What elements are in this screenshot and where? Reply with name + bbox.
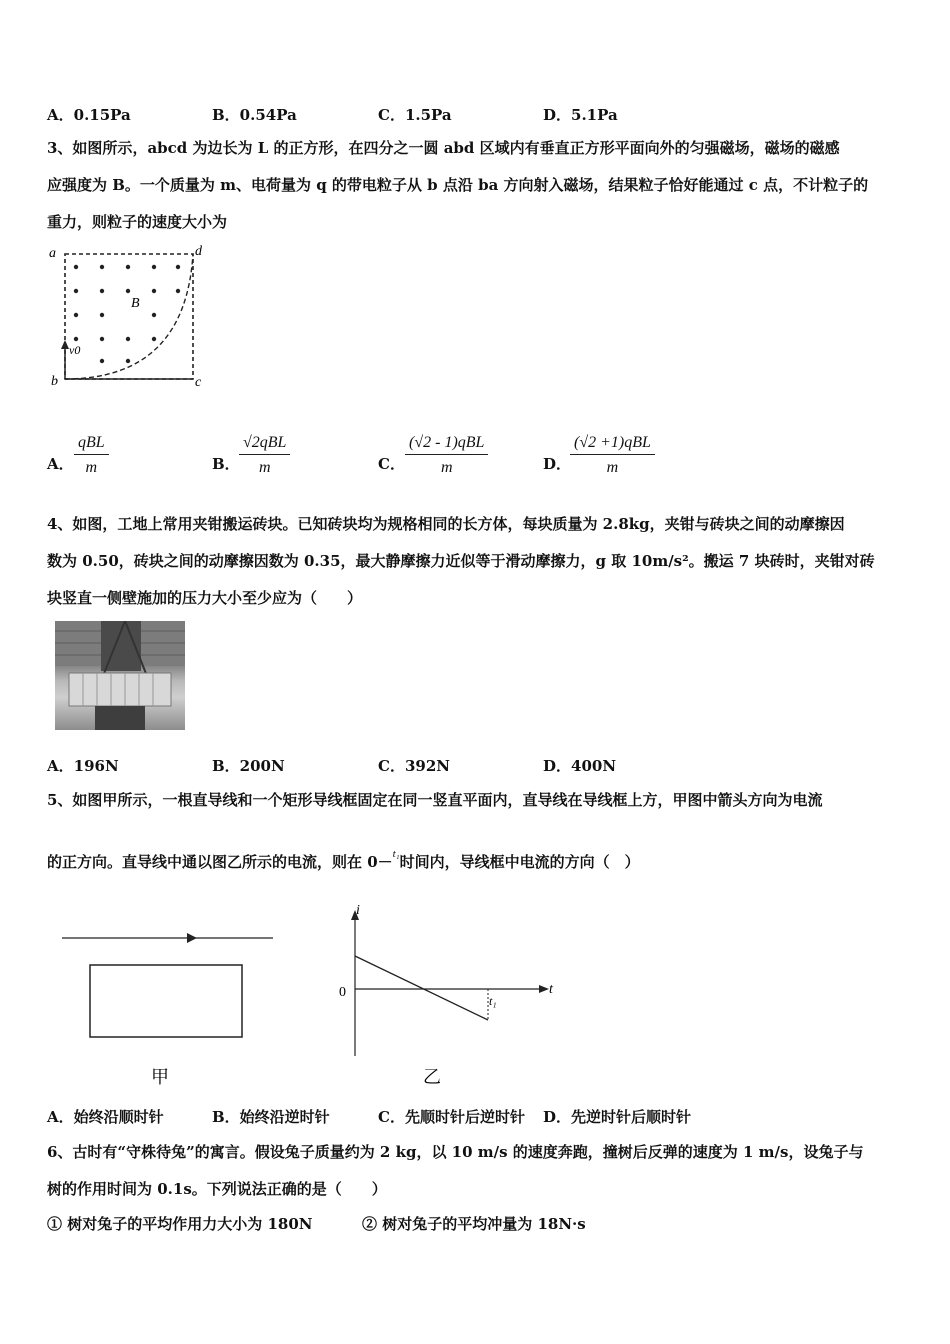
t1-label: t₁ [489, 994, 497, 1008]
label-v0: v0 [69, 343, 81, 357]
q3-figure [45, 240, 215, 395]
q4-option-a: A．196N [47, 757, 119, 775]
current-line [355, 956, 488, 1020]
q2-option-b: B．0.54Pa [212, 106, 297, 124]
denominator: m [606, 459, 619, 476]
numerator: √2qBL [239, 434, 290, 455]
q5-option-a: A．始终沿顺时针 [47, 1108, 164, 1126]
q6-line-1: 6、古时有“守株待兔”的寓言。假设兔子质量约为 2 kg，以 10 m/s 的速度奔跑，撞树后反弹的速度为 1 m/s，设兔子与 [47, 1143, 864, 1161]
numerator: (√2 +1)qBL [570, 434, 655, 455]
velocity-arrowhead [61, 340, 69, 349]
q3-line-2: 应强度为 B。一个质量为 m、电荷量为 q 的带电粒子从 b 点沿 ba 方向射入磁场，结果粒子恰好能通过 c 点，不计粒子的 [47, 176, 869, 194]
q2-option-a: A．0.15Pa [47, 106, 131, 124]
q3-line-1: 3、如图所示，abcd 为边长为 L 的正方形，在四分之一圆 abd 区域内有垂直正方形平面向外的匀强磁场，磁场的磁感 [47, 139, 840, 157]
q3-option-a-label: A． [47, 455, 74, 473]
t-axis-arrowhead [539, 985, 549, 993]
q5-option-c: C．先顺时针后逆时针 [378, 1108, 525, 1126]
brick-clamp-photo [55, 621, 185, 730]
q5-line-2 [47, 848, 640, 872]
fig-yi-label: 乙 [423, 1067, 441, 1087]
q4-line-3: 块竖直一侧壁施加的压力大小至少应为（ ） [47, 589, 363, 607]
label-field-b: B [131, 296, 140, 311]
q2-option-d: D．5.1Pa [543, 106, 618, 124]
numerator: qBL [74, 434, 109, 455]
photo-sketch [55, 621, 185, 730]
current-direction-arrow [187, 933, 197, 943]
q2-option-c: C．1.5Pa [378, 106, 452, 124]
label-d: d [195, 244, 202, 259]
q6-line-2: 树的作用时间为 0.1s。下列说法正确的是（ ） [47, 1180, 387, 1198]
q6-statement-1: ① 树对兔子的平均作用力大小为 180N [47, 1215, 313, 1233]
q3-option-b-fraction [239, 434, 290, 477]
q6-statement-2: ② 树对兔子的平均冲量为 18N·s [362, 1215, 586, 1233]
label-a: a [49, 246, 56, 261]
q5-t1-symbol: t₁ [392, 848, 400, 860]
numerator: (√2 - 1)qBL [405, 434, 488, 455]
q3-line-3: 重力，则粒子的速度大小为 [47, 213, 228, 231]
q5-line-2-end: 时间内，导线框中电流的方向（ ） [399, 853, 640, 871]
q4-option-c: C．392N [378, 757, 450, 775]
denominator: m [258, 459, 271, 476]
q5-line-1: 5、如图甲所示，一根直导线和一个矩形导线框固定在同一竖直平面内，直导线在导线框上方，甲图中箭头方向为电流 [47, 791, 823, 809]
q5-line-2-start: 的正方向。直导线中通以图乙所示的电流，则在 0－ [47, 853, 393, 871]
axis-i-label: i [356, 903, 360, 918]
q5-figures [55, 890, 565, 1090]
q4-line-1: 4、如图，工地上常用夹钳搬运砖块。已知砖块均为规格相同的长方体，每块质量为 2.8kg，夹钳与砖块之间的动摩擦因 [47, 515, 845, 533]
q5-option-b: B．始终沿逆时针 [212, 1108, 330, 1126]
q3-option-a-fraction [74, 434, 109, 477]
label-b: b [51, 374, 58, 389]
field-dots [74, 265, 180, 363]
q4-option-b: B．200N [212, 757, 285, 775]
q3-option-d-fraction [570, 434, 655, 477]
q3-option-c-fraction [405, 434, 488, 477]
q3-option-c-label: C． [378, 455, 405, 473]
axis-t-label: t [549, 982, 553, 997]
q5-option-d: D．先逆时针后顺时针 [543, 1108, 692, 1126]
fig-jia-label: 甲 [151, 1067, 169, 1087]
origin-label: 0 [339, 985, 346, 1000]
q4-option-d: D．400N [543, 757, 617, 775]
label-c: c [195, 375, 202, 390]
denominator: m [85, 459, 98, 476]
denominator: m [440, 459, 453, 476]
q4-line-2: 数为 0.50，砖块之间的动摩擦因数为 0.35，最大静摩擦力近似等于滑动摩擦力，g 取 10m/s²。搬运 7 块砖时，夹钳对砖 [47, 552, 875, 570]
rectangular-loop [90, 965, 242, 1037]
q3-option-d-label: D． [543, 455, 572, 473]
q3-option-b-label: B． [212, 455, 240, 473]
